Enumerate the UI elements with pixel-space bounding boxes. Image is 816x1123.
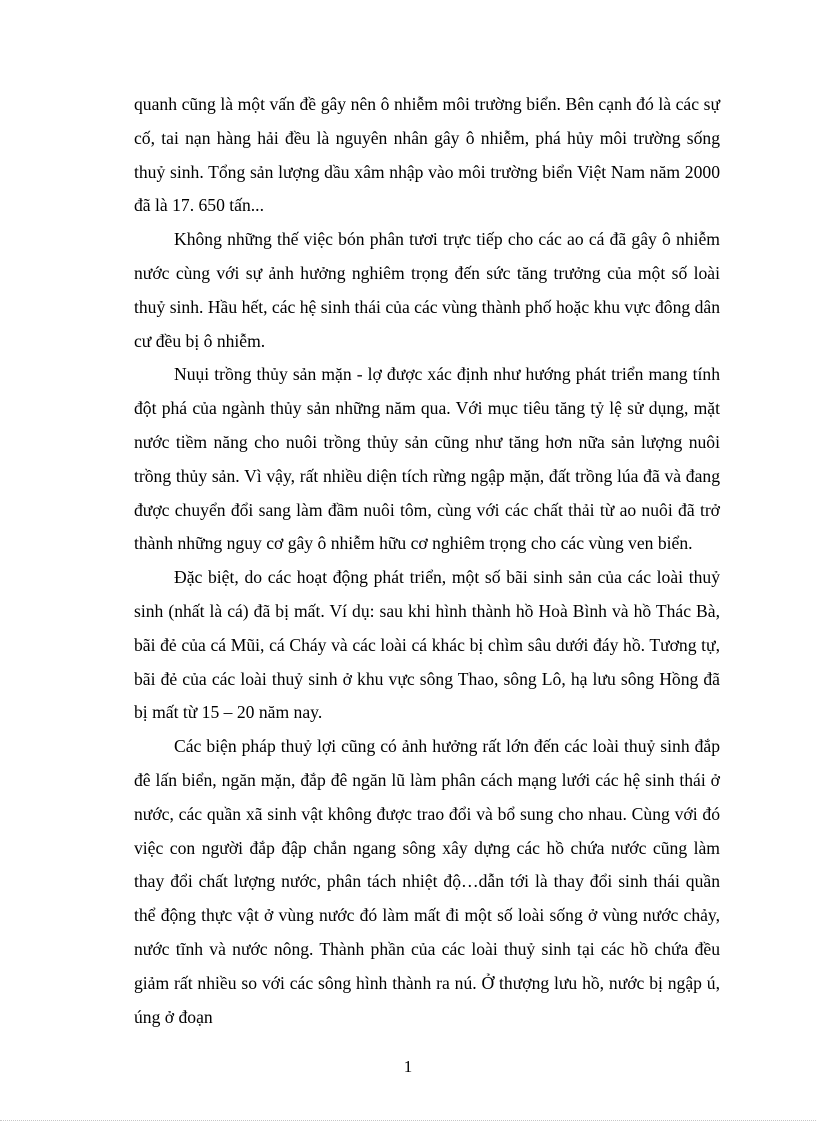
paragraph-marine-pollution: quanh cũng là một vấn đề gây nên ô nhiễm môi trường biển. Bên cạnh đó là các sự cố, tai nạn hàng hải đều là nguyên nhân gây ô nhiễm, phá hủy môi trường sống thuỷ sinh. Tổng sản lượng dầu xâm nhập vào môi trường biển Việt Nam năm 2000 đã là 17. 650 tấn... [134,94,720,216]
paragraph-fertilizer-pollution: Không những thế việc bón phân tươi trực tiếp cho các ao cá đã gây ô nhiễm nước cùng với sự ảnh hưởng nghiêm trọng đến sức tăng trưởng của một số loài thuỷ sinh. Hầu hết, các hệ sinh thái của các vùng thành phố hoặc khu vực đông dân cư đều bị ô nhiễm. [134,229,720,351]
paragraph-brackish-aquaculture: Nuụi trồng thủy sản mặn - lợ được xác định như hướng phát triển mang tính đột phá của ngành thủy sản những năm qua. Với mục tiêu tăng tỷ lệ sử dụng, mặt nước tiềm năng cho nuôi trồng thủy sản cũng như tăng hơn nữa sản lượng nuôi trồng thủy sản. Vì vậy, rất nhiều diện tích rừng ngập mặn, đất trồng lúa đã và đang được chuyển đổi sang làm đầm nuôi tôm, cùng với các chất thải từ ao nuôi đã trở thành những nguy cơ gây ô nhiễm hữu cơ nghiêm trọng cho các vùng ven biển. [134,364,720,554]
page-number: 1 [403,1057,413,1076]
paragraph-spawning-grounds: Đặc biệt, do các hoạt động phát triển, một số bãi sinh sản của các loài thuỷ sinh (nhất là cá) đã bị mất. Ví dụ: sau khi hình thành hồ Hoà Bình và hồ Thác Bà, bãi đẻ của cá Mũi, cá Cháy và các loài cá khác bị chìm sâu dưới đáy hồ. Tương tự, bãi đẻ của các loài thuỷ sinh ở khu vực sông Thao, sông Lô, hạ lưu sông Hồng đã bị mất từ 15 – 20 năm nay. [134,567,720,723]
page-bottom-edge [0,1120,816,1121]
paragraph-irrigation-impacts: Các biện pháp thuỷ lợi cũng có ảnh hưởng rất lớn đến các loài thuỷ sinh đắp đê lấn biển, ngăn mặn, đắp đê ngăn lũ làm phân cách mạng lưới các hệ sinh thái ở nước, các quần xã sinh vật không được trao đổi và bổ sung cho nhau. Cùng với đó việc con người đắp đập chắn ngang sông xây dựng các hồ chứa nước cũng làm thay đổi chất lượng nước, phân tách nhiệt độ…dẫn tới là thay đổi sinh thái quần thể động thực vật ở vùng nước đó làm mất đi một số loài sống ở vùng nước chảy, nước tĩnh và nước nông. Thành phần của các loài thuỷ sinh tại các hồ chứa đều giảm rất nhiều so với các sông hình thành ra nú. Ở thượng lưu hồ, nước bị ngập ú, úng ở đoạn [134,736,720,1027]
document-body [134,88,720,1034]
